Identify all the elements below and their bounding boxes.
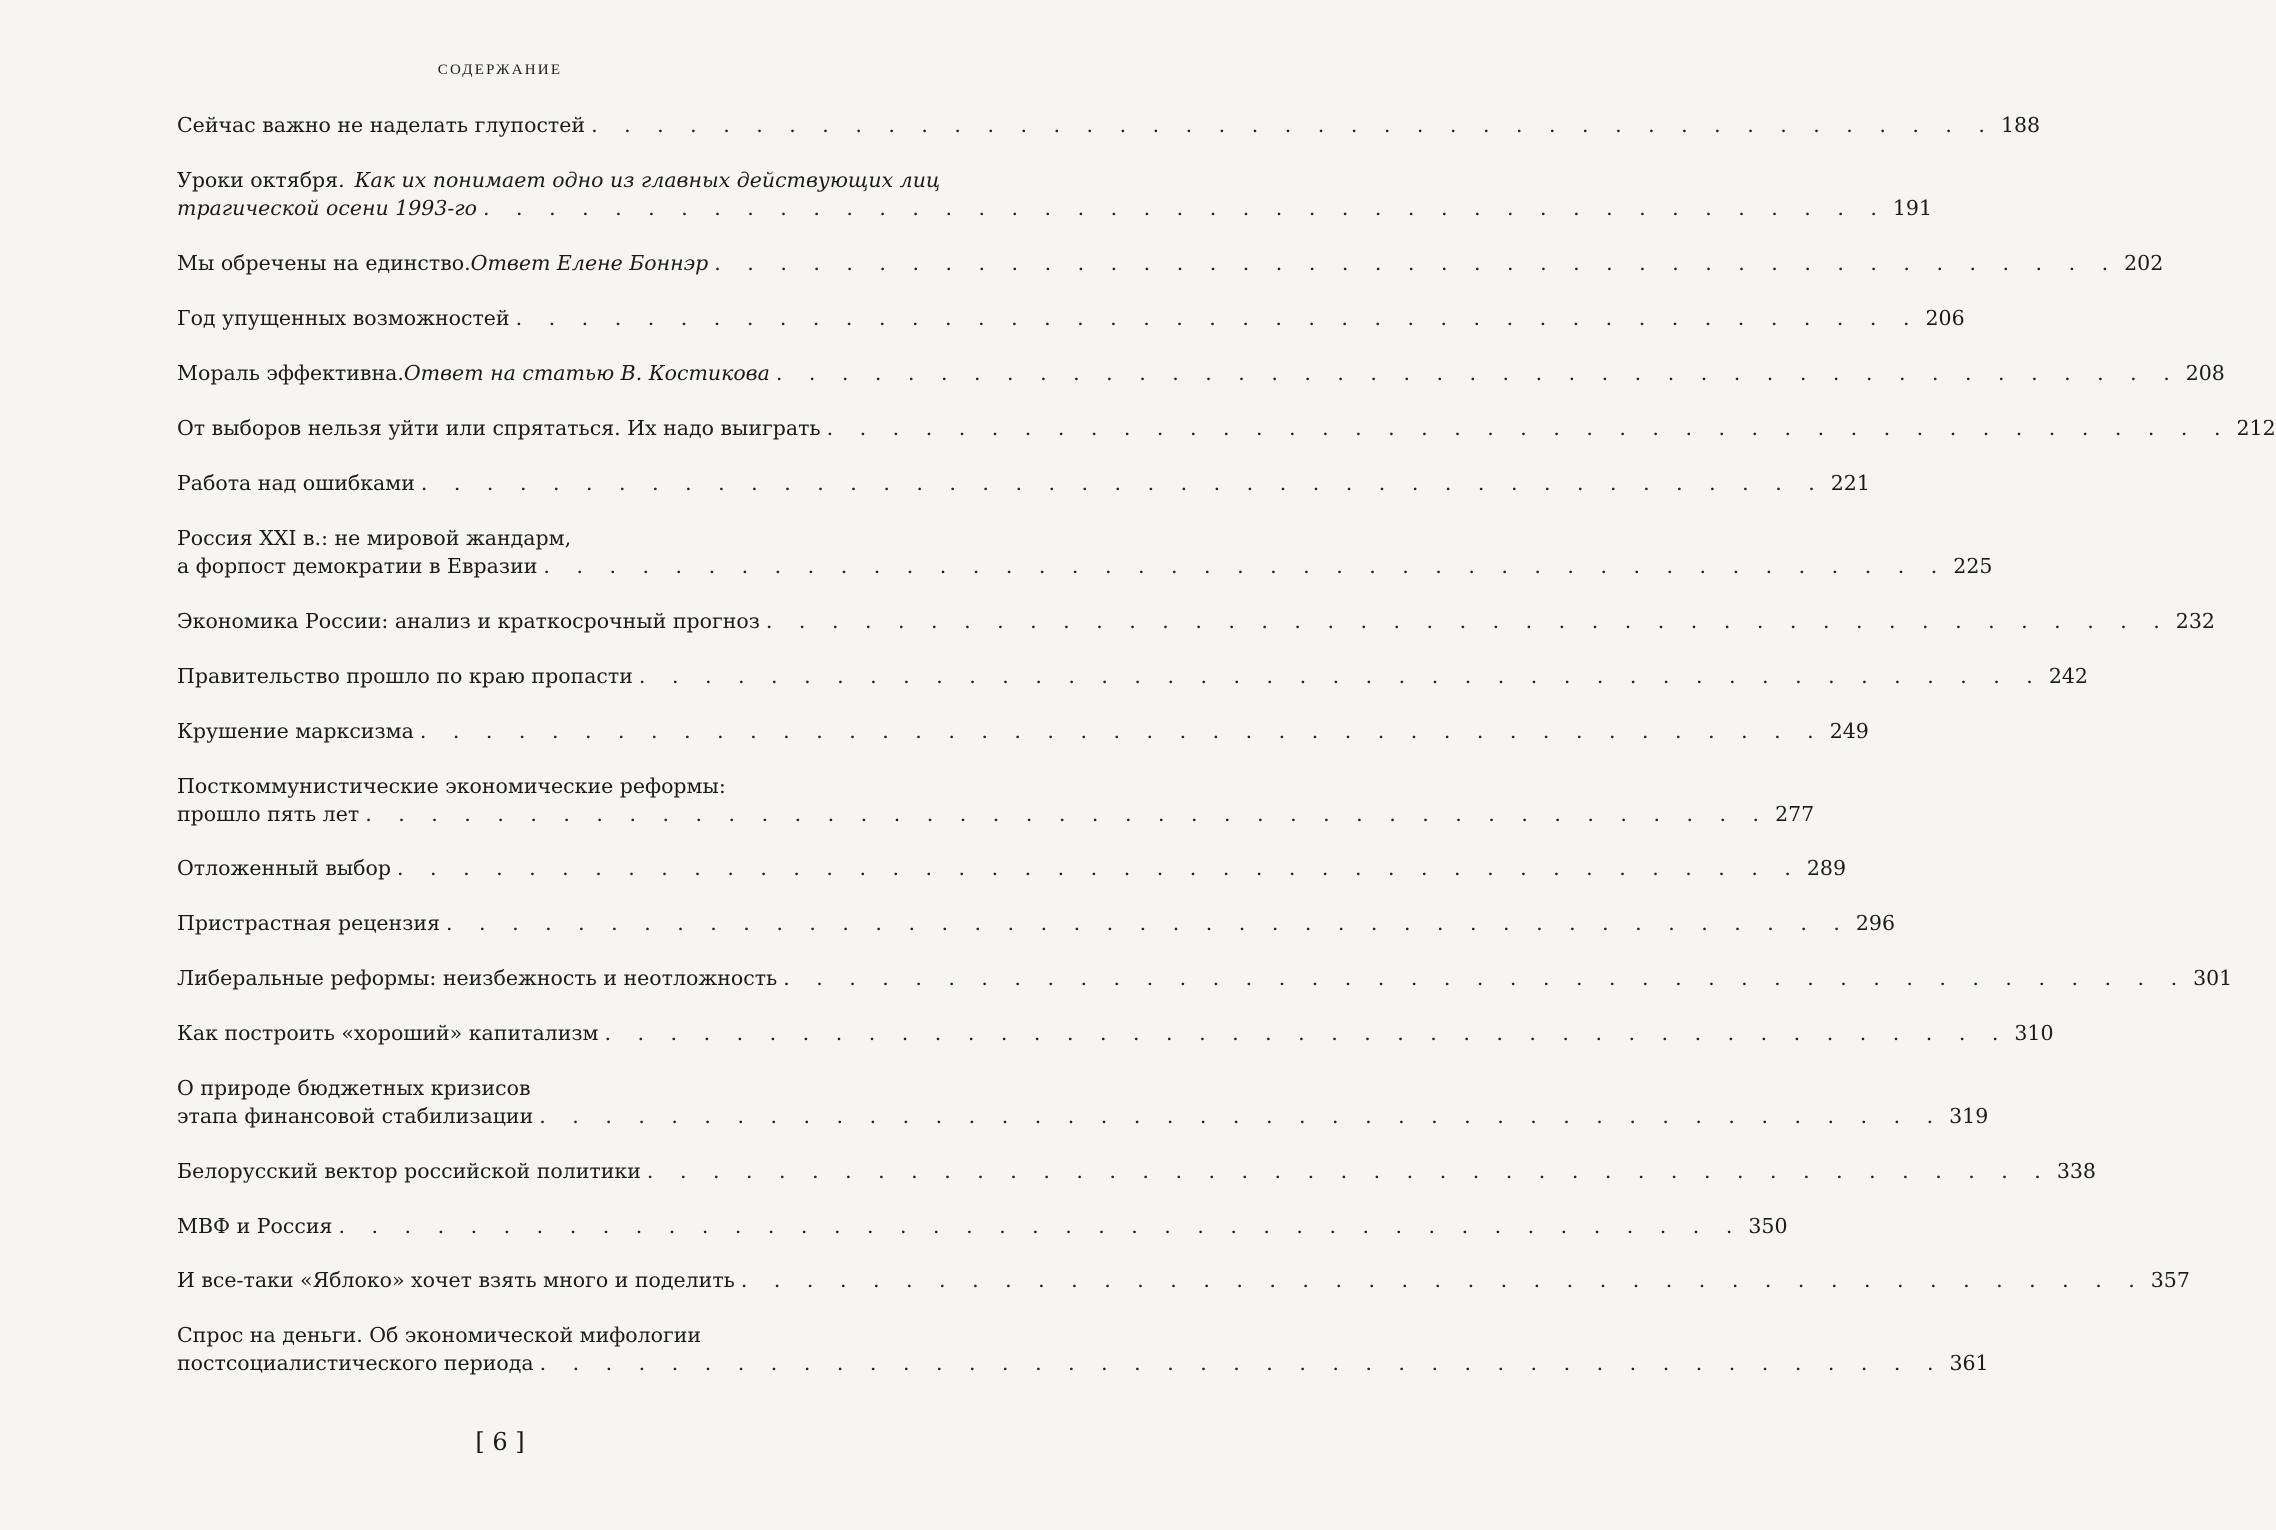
entry-title: Посткоммунистические экономические реформы: [177, 774, 726, 798]
dot-leader: . . . . . . . . . . . . . . . . . . . . . . . . . . . . . . . . . . . . . . . . . . . [765, 609, 2170, 633]
dot-leader: . . . . . . . . . . . . . . . . . . . . . . . . . . . . . . . . . . . . . . . . . . . [783, 966, 2188, 990]
dot-leader: . . . . . . . . . . . . . . . . . . . . . . . . . . . . . . . . . . . . . . . . . . . [539, 1351, 1944, 1375]
dot-leader: . . . . . . . . . . . . . . . . . . . . . . . . . . . . . . . . . . . . . . . . . . . [638, 664, 2043, 688]
entry-title: Сейчас важно не наделать глупостей [177, 113, 586, 137]
toc-entry [177, 1019, 2054, 1047]
page-number: 221 [1830, 471, 1870, 495]
page-number: 301 [2193, 966, 2233, 990]
page-number: 206 [1925, 306, 1965, 330]
toc-entry [177, 359, 2225, 387]
dot-leader: . . . . . . . . . . . . . . . . . . . . . . . . . . . . . . . . . . . . . . . . . . . [826, 416, 2231, 440]
page-number: 350 [1748, 1214, 1788, 1238]
entry-title: Белорусский вектор российской политики [177, 1159, 641, 1183]
entry-subtitle: Ответ Елене Боннэр [470, 251, 709, 275]
page-number: 202 [2124, 251, 2164, 275]
entry-title-continued: а форпост демократии в Евразии [177, 554, 538, 578]
entry-subtitle: Как их понимает одно из главных действующих лиц [354, 168, 941, 192]
running-header: СОДЕРЖАНИЕ [437, 62, 563, 78]
dot-leader: . . . . . . . . . . . . . . . . . . . . . . . . . . . . . . . . . . . . . . . . . . . [591, 113, 1995, 137]
dot-leader: . . . . . . . . . . . . . . . . . . . . . . . . . . . . . . . . . . . . . . . . . . . [420, 471, 1825, 495]
page-number: 242 [2048, 664, 2088, 688]
toc-entry [177, 1321, 1989, 1377]
toc-entry [177, 717, 1869, 745]
entry-title: От выборов нельзя уйти или спрятаться. Их надо выиграть [177, 416, 821, 440]
entry-title: Крушение марксизма [177, 719, 414, 743]
entry-title: Год упущенных возможностей [177, 306, 510, 330]
entry-title: Уроки октября. [177, 168, 345, 192]
dot-leader: . . . . . . . . . . . . . . . . . . . . . . . . . . . . . . . . . . . . . . . . . . . [714, 251, 2119, 275]
toc-entry [177, 854, 1847, 882]
dot-leader: . . . . . . . . . . . . . . . . . . . . . . . . . . . . . . . . . . . . . . . . . . . [483, 196, 1887, 220]
toc-entry [177, 469, 1870, 497]
dot-leader: . . . . . . . . . . . . . . . . . . . . . . . . . . . . . . . . . . . . . . . . . . . [365, 802, 1770, 826]
page-number: 208 [2185, 361, 2225, 385]
dot-leader: . . . . . . . . . . . . . . . . . . . . . . . . . . . . . . . . . . . . . . . . . . . [397, 856, 1801, 880]
page-number: 277 [1775, 802, 1815, 826]
entry-title: Мы обречены на единство. [177, 251, 471, 275]
toc-entry [177, 1266, 2190, 1294]
toc-entry [177, 304, 1965, 332]
page-number: 289 [1806, 856, 1847, 880]
page-number: 249 [1829, 719, 1869, 743]
dot-leader: . . . . . . . . . . . . . . . . . . . . . . . . . . . . . . . . . . . . . . . . . . . [419, 719, 1824, 743]
dot-leader: . . . . . . . . . . . . . . . . . . . . . . . . . . . . . . . . . . . . . . . . . . . [446, 911, 1850, 935]
entry-title: Как построить «хороший» капитализм [177, 1021, 599, 1045]
entry-subtitle: Ответ на статью В. Костикова [403, 361, 770, 385]
entry-title: Отложенный выбор [177, 856, 391, 880]
entry-title: И все-таки «Яблоко» хочет взять много и поделить [177, 1268, 735, 1292]
toc-entry [177, 166, 1933, 222]
toc-entry [177, 772, 1815, 828]
entry-title: Работа над ошибками [177, 471, 415, 495]
page-number: 191 [1892, 196, 1933, 220]
entry-title: Правительство прошло по краю пропасти [177, 664, 633, 688]
entry-title: Экономика России: анализ и краткосрочный прогноз [177, 609, 760, 633]
page-number: 361 [1949, 1351, 1989, 1375]
entry-title-continued: этапа финансовой стабилизации [177, 1104, 534, 1128]
toc-entry [177, 249, 2164, 277]
dot-leader: . . . . . . . . . . . . . . . . . . . . . . . . . . . . . . . . . . . . . . . . . . . [740, 1268, 2145, 1292]
entry-title: Россия XXI в.: не мировой жандарм, [177, 526, 572, 550]
toc-entry [177, 1212, 1788, 1240]
toc-entry [177, 662, 2088, 690]
dot-leader: . . . . . . . . . . . . . . . . . . . . . . . . . . . . . . . . . . . . . . . . . . . [646, 1159, 2051, 1183]
entry-title: Пристрастная рецензия [177, 911, 440, 935]
toc-entry [177, 1074, 1989, 1130]
page-number: 232 [2175, 609, 2215, 633]
page-number: 296 [1855, 911, 1896, 935]
toc-entry [177, 964, 2233, 992]
page-number: 225 [1953, 554, 1993, 578]
toc-entry [177, 607, 2215, 635]
page-number: 212 [2236, 416, 2276, 440]
toc-entry [177, 111, 2041, 139]
page-footer-number: [ 6 ] [475, 1428, 525, 1456]
dot-leader: . . . . . . . . . . . . . . . . . . . . . . . . . . . . . . . . . . . . . . . . . . . [775, 361, 2180, 385]
entry-title: Мораль эффективна. [177, 361, 404, 385]
entry-title: МВФ и Россия [177, 1214, 333, 1238]
dot-leader: . . . . . . . . . . . . . . . . . . . . . . . . . . . . . . . . . . . . . . . . . . . [604, 1021, 2009, 1045]
page-number: 338 [2056, 1159, 2096, 1183]
dot-leader: . . . . . . . . . . . . . . . . . . . . . . . . . . . . . . . . . . . . . . . . . . . [338, 1214, 1743, 1238]
toc-entry [177, 524, 1993, 580]
entry-title: Спрос на деньги. Об экономической мифологии [177, 1323, 702, 1347]
entry-title: О природе бюджетных кризисов [177, 1076, 531, 1100]
toc-entry [177, 414, 2276, 442]
dot-leader: . . . . . . . . . . . . . . . . . . . . . . . . . . . . . . . . . . . . . . . . . . . [515, 306, 1920, 330]
toc-entry [177, 1157, 2096, 1185]
entry-title: Либеральные реформы: неизбежность и неотложность [177, 966, 778, 990]
entry-title-continued: прошло пять лет [177, 802, 360, 826]
entry-title-continued: трагической осени 1993-го [177, 196, 477, 220]
page-number: 310 [2014, 1021, 2054, 1045]
page-number: 188 [2000, 113, 2041, 137]
page-number: 357 [2150, 1268, 2190, 1292]
dot-leader: . . . . . . . . . . . . . . . . . . . . . . . . . . . . . . . . . . . . . . . . . . . [539, 1104, 1944, 1128]
page-number: 319 [1949, 1104, 1989, 1128]
toc-entry [177, 909, 1896, 937]
dot-leader: . . . . . . . . . . . . . . . . . . . . . . . . . . . . . . . . . . . . . . . . . . . [543, 554, 1948, 578]
entry-title-continued: постсоциалистического периода [177, 1351, 534, 1375]
